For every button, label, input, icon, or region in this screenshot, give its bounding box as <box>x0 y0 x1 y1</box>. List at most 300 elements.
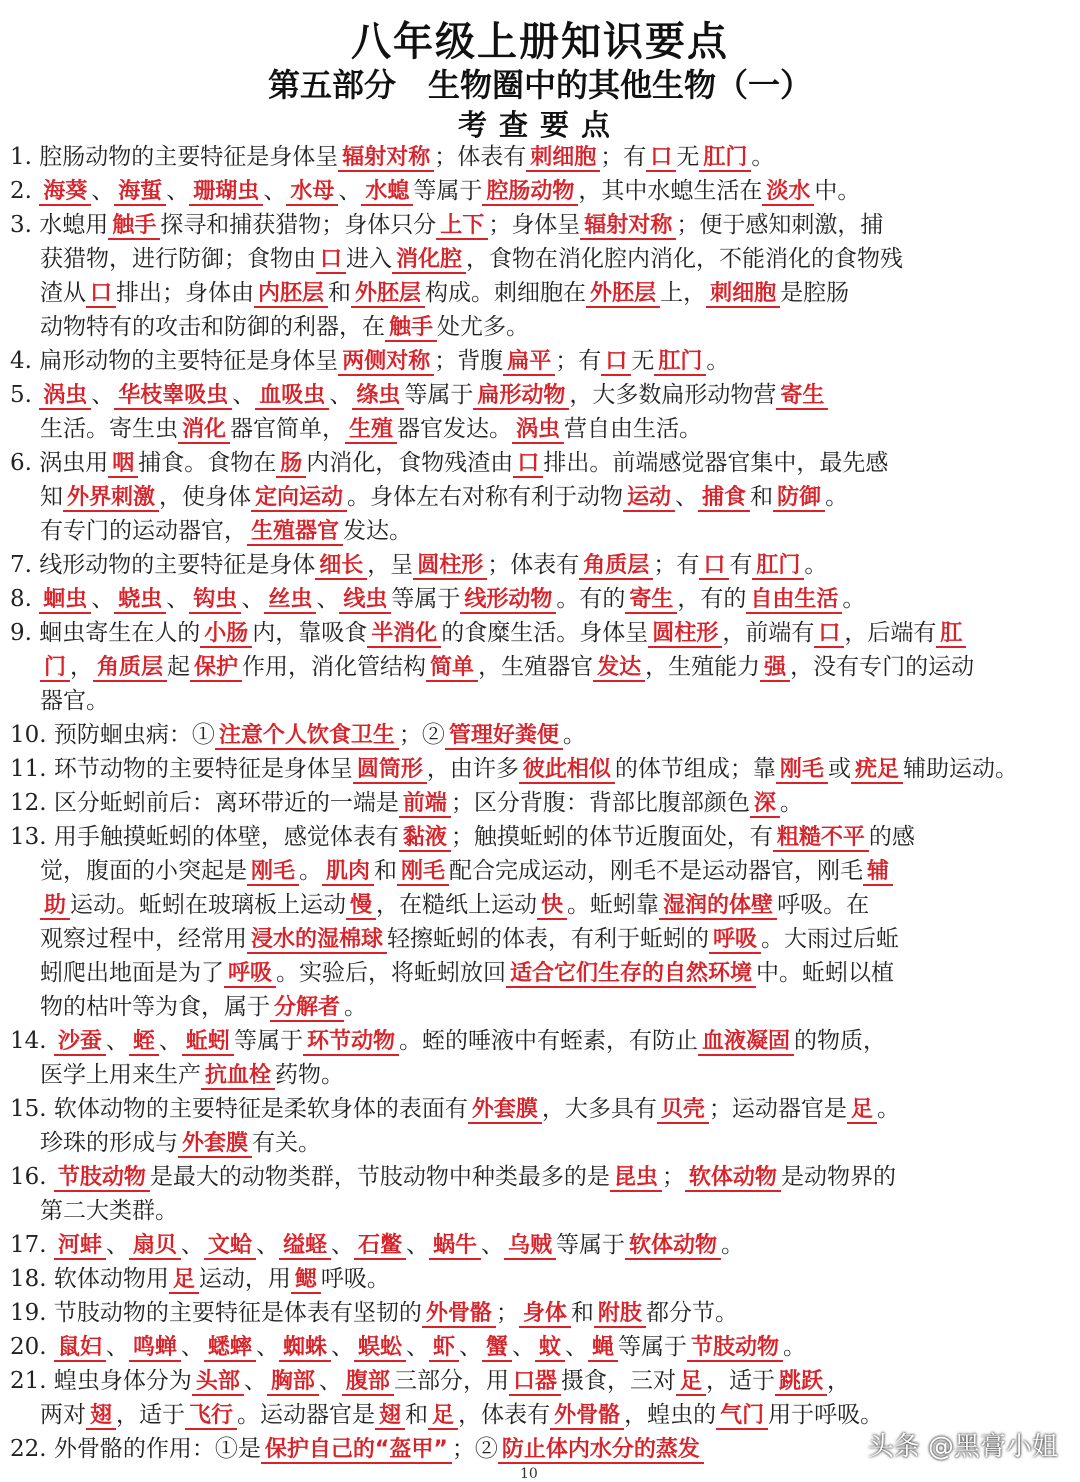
answer-blank: 内胚层 <box>254 281 328 308</box>
item-text: 10. 预防蛔虫病：① <box>10 722 215 748</box>
item-text: 等属于 <box>404 382 474 408</box>
item-text: 等属于 <box>233 1028 303 1054</box>
answer-blank: 口 <box>316 247 346 274</box>
item-text: 蚓爬出地面是为了 <box>40 960 224 986</box>
answer-blank: 防御 <box>773 485 825 512</box>
item-text: 配合完成运动，刚毛不是运动器官，刚毛 <box>449 858 864 884</box>
item-continuation-line <box>10 650 1070 684</box>
answer-blank: 深 <box>750 791 780 818</box>
item-text: 、 <box>329 382 353 408</box>
item-text: 。蚯蚓靠 <box>567 892 660 918</box>
answer-blank: 简单 <box>426 655 478 682</box>
answer-blank: 分解者 <box>270 995 344 1022</box>
answer-blank: 快 <box>537 893 567 920</box>
item-continuation-line <box>10 854 1070 888</box>
item-text: 等属于 <box>413 178 483 204</box>
item-line <box>10 718 1070 752</box>
item-text: 7. 线形动物的主要特征是身体 <box>10 552 316 578</box>
answer-blank: 浸水的湿棉球 <box>247 927 387 954</box>
item-continuation-line <box>10 412 1070 446</box>
item-text: 和 <box>405 1402 429 1428</box>
answer-blank: 蛔虫 <box>39 587 91 614</box>
item-text: 医学上用来生产 <box>40 1062 201 1088</box>
answer-blank: 翅 <box>86 1403 116 1430</box>
item-text: 或 <box>827 756 851 782</box>
answer-blank: 口 <box>646 145 676 172</box>
item-text: 内消化，食物残渣由 <box>306 450 514 476</box>
item-text: 18. 软体动物用 <box>10 1266 169 1292</box>
item-text: 20. <box>10 1334 54 1360</box>
answer-blank: 寄生 <box>776 383 828 410</box>
item-text: ；有 <box>653 552 700 578</box>
item-text: 、 <box>255 1232 279 1258</box>
item-continuation-line <box>10 310 1070 344</box>
item-text: 22. 外骨骼的作用：①是 <box>10 1436 261 1462</box>
item-text: ，蝗虫的 <box>624 1402 717 1428</box>
answer-blank: 鸣蝉 <box>129 1335 181 1362</box>
answer-blank: 贝壳 <box>657 1097 709 1124</box>
answer-blank: 华枝睾吸虫 <box>114 383 232 410</box>
answer-blank: 外胚层 <box>586 281 660 308</box>
answer-blank: 外胚层 <box>351 281 425 308</box>
answer-blank: 石鳖 <box>354 1233 406 1260</box>
item-text: ，大多具有 <box>541 1096 657 1122</box>
answer-blank: 腔肠动物 <box>482 179 578 206</box>
item-line <box>10 820 1070 854</box>
item-text: 。 <box>779 790 803 816</box>
item-text: ，生殖器官 <box>478 654 594 680</box>
answer-blank: 前端 <box>399 791 451 818</box>
item-continuation-line <box>10 480 1070 514</box>
answer-blank: 外骨骼 <box>550 1403 624 1430</box>
answer-blank: 运动 <box>623 485 675 512</box>
answer-blank: 蛭 <box>129 1029 159 1056</box>
item-text: ，呈 <box>367 552 414 578</box>
item-text: ；有 <box>600 144 647 170</box>
answer-blank: 肛 <box>936 621 966 648</box>
item-text: 处尤多。 <box>437 314 530 340</box>
item-line <box>10 616 1070 650</box>
answer-blank: 抗血栓 <box>201 1063 275 1090</box>
item-continuation-line <box>10 990 1070 1024</box>
item-text: 、 <box>166 178 190 204</box>
item-text: 渣从 <box>40 280 86 306</box>
item-text: ，体表有 <box>458 1402 551 1428</box>
item-continuation-line <box>10 276 1070 310</box>
answer-blank: 河蚌 <box>54 1233 106 1260</box>
answer-blank: 寄生 <box>625 587 677 614</box>
item-text: 探寻和捕获猎物；身体只分 <box>160 212 437 238</box>
item-line <box>10 446 1070 480</box>
answer-blank: 文蛤 <box>204 1233 256 1260</box>
answer-blank: 适合它们生存的自然环境 <box>506 961 756 988</box>
answer-blank: 刚毛 <box>776 757 828 784</box>
item-text: 15. 软体动物的主要特征是柔软身体的表面有 <box>10 1096 468 1122</box>
answer-blank: 口 <box>699 553 729 580</box>
answer-blank: 黏液 <box>399 825 451 852</box>
item-line <box>10 1262 1070 1296</box>
answer-blank: 消化 <box>178 417 230 444</box>
answer-blank: 角质层 <box>579 553 653 580</box>
answer-blank: 跳跃 <box>775 1369 827 1396</box>
item-text: ，大多数扁形动物营 <box>569 382 777 408</box>
answer-blank: 身体 <box>519 1301 571 1328</box>
item-line <box>10 752 1070 786</box>
item-text: 19. 节肢动物的主要特征是体表有坚韧的 <box>10 1300 422 1326</box>
item-text: 生活。寄生虫 <box>40 416 178 442</box>
item-text: ；体表有 <box>487 552 580 578</box>
item-text: 、 <box>105 1028 129 1054</box>
item-text: 中。蚯蚓以植 <box>756 960 895 986</box>
answer-blank: 节肢动物 <box>687 1335 783 1362</box>
watermark: 头条 @黑膏小姐 <box>867 1432 1058 1462</box>
item-text: 6. 涡虫用 <box>10 450 109 476</box>
item-text: 营自由生活。 <box>564 416 703 442</box>
answer-blank: 小肠 <box>200 621 252 648</box>
item-text: 珍珠的形成与 <box>40 1130 178 1156</box>
item-text: 、 <box>675 484 699 510</box>
answer-blank: 蚊 <box>535 1335 565 1362</box>
item-text: 运动。蚯蚓在玻璃板上运动 <box>70 892 347 918</box>
answer-blank: 辅 <box>863 859 893 886</box>
item-text: 呼吸。 <box>320 1266 390 1292</box>
item-text: 。 <box>876 1096 900 1122</box>
answer-blank: 刚毛 <box>247 859 299 886</box>
answer-blank: 口器 <box>509 1369 561 1396</box>
item-continuation-line <box>10 956 1070 990</box>
item-text: 起 <box>167 654 191 680</box>
answer-blank: 口 <box>86 281 116 308</box>
item-text: 。 <box>783 1334 807 1360</box>
item-continuation-line <box>10 1194 1070 1228</box>
item-text: ；运动器官是 <box>708 1096 847 1122</box>
answer-blank: 消化腔 <box>392 247 466 274</box>
answer-blank: 口 <box>513 451 543 478</box>
item-line <box>10 140 1070 174</box>
answer-blank: 血液凝固 <box>698 1029 794 1056</box>
answer-blank: 鼠妇 <box>54 1335 106 1362</box>
answer-blank: 咽 <box>108 451 138 478</box>
item-text: 4. 扁形动物的主要特征是身体呈 <box>10 348 339 374</box>
answer-blank: 呼吸 <box>224 961 276 988</box>
answer-blank: 足 <box>676 1369 706 1396</box>
answer-blank: 圆柱形 <box>413 553 487 580</box>
item-text: 两对 <box>40 1402 86 1428</box>
item-text: 12. 区分蚯蚓前后：离环带近的一端是 <box>10 790 399 816</box>
item-text: 3. 水螅用 <box>10 212 109 238</box>
item-text: 和 <box>570 1300 594 1326</box>
item-text: 、 <box>405 1232 429 1258</box>
answer-blank: 强 <box>760 655 790 682</box>
item-continuation-line <box>10 888 1070 922</box>
answer-blank: 涡虫 <box>39 383 91 410</box>
answer-blank: 圆柱形 <box>648 621 722 648</box>
answer-blank: 扇贝 <box>129 1233 181 1260</box>
answer-blank: 线虫 <box>339 587 391 614</box>
item-text: 、 <box>405 1334 429 1360</box>
answer-blank: 节肢动物 <box>54 1165 150 1192</box>
item-text: 、 <box>91 382 115 408</box>
item-text: 、 <box>255 1334 279 1360</box>
item-text: 捕食。食物在 <box>138 450 277 476</box>
item-line <box>10 548 1070 582</box>
item-text: ，生殖能力 <box>645 654 761 680</box>
answer-blank: 足 <box>428 1403 458 1430</box>
answer-blank: 彼此相似 <box>519 757 615 784</box>
item-text: 16. <box>10 1164 54 1190</box>
item-text: ； <box>495 1300 519 1326</box>
answer-blank: 蜘蛛 <box>279 1335 331 1362</box>
item-text: 、 <box>180 1232 204 1258</box>
item-text: 是腔肠 <box>780 280 850 306</box>
item-text: 、 <box>180 1334 204 1360</box>
answer-blank: 外界刺激 <box>63 485 159 512</box>
item-line <box>10 208 1070 242</box>
answer-blank: 助 <box>40 893 70 920</box>
item-continuation-line <box>10 514 1070 548</box>
answer-blank: 自由生活 <box>746 587 842 614</box>
item-text: 。 <box>562 722 586 748</box>
item-text: 21. 蝗虫身体分为 <box>10 1368 192 1394</box>
item-text: 、 <box>105 1232 129 1258</box>
item-text: 觉，腹面的小突起是 <box>40 858 247 884</box>
item-text: 14. <box>10 1028 54 1054</box>
answer-blank: 海葵 <box>39 179 91 206</box>
item-text: 的食糜生活。身体呈 <box>441 620 649 646</box>
item-text: 第二大类群。 <box>40 1198 178 1224</box>
item-text: 、 <box>158 1028 182 1054</box>
item-text: ；体表有 <box>434 144 527 170</box>
knowledge-points-list <box>10 140 1070 1466</box>
answer-blank: 蜈蚣 <box>354 1335 406 1362</box>
item-text: ；背腹 <box>434 348 504 374</box>
item-line <box>10 1228 1070 1262</box>
item-text: ；身体呈 <box>488 212 581 238</box>
answer-blank: 上下 <box>436 213 488 240</box>
answer-blank: 外套膜 <box>178 1131 252 1158</box>
answer-blank: 细长 <box>315 553 367 580</box>
answer-blank: 湿润的体壁 <box>659 893 777 920</box>
item-text: 。 <box>804 552 828 578</box>
item-line <box>10 582 1070 616</box>
item-text: ，食物在消化腔内消化，不能消化的食物残 <box>466 246 904 272</box>
item-text: ， <box>70 654 94 680</box>
page-title: 八年级上册知识要点 <box>351 19 729 65</box>
item-text: 。大雨过后蚯 <box>761 926 900 952</box>
item-text: 、 <box>330 1232 354 1258</box>
item-text: 、 <box>243 1368 267 1394</box>
answer-blank: 口 <box>601 349 631 376</box>
item-text: 摄食，三对 <box>560 1368 676 1394</box>
answer-blank: 粗糙不平 <box>773 825 869 852</box>
item-text: ；② <box>398 722 445 748</box>
item-text: 等属于 <box>618 1334 688 1360</box>
answer-blank: 捕食 <box>698 485 750 512</box>
item-text: 进入 <box>346 246 393 272</box>
item-text: ；便于感知刺激，捕 <box>676 212 884 238</box>
item-text: 。蛭的唾液中有蛭素，有防止 <box>398 1028 698 1054</box>
item-text: 运动，用 <box>198 1266 291 1292</box>
item-text: 1. 腔肠动物的主要特征是身体呈 <box>10 144 339 170</box>
item-text: ，适于 <box>116 1402 186 1428</box>
item-text: 动物特有的攻击和防御的利器，在 <box>40 314 385 340</box>
item-text: ，由许多 <box>426 756 519 782</box>
answer-blank: 丝虫 <box>264 587 316 614</box>
item-text: 。身体左右对称有利于动物 <box>347 484 624 510</box>
answer-blank: 珊瑚虫 <box>189 179 263 206</box>
answer-blank: 线形动物 <box>460 587 556 614</box>
answer-blank: 胸部 <box>267 1369 319 1396</box>
answer-blank: 软体动物 <box>685 1165 781 1192</box>
item-text: 观察过程中，经常用 <box>40 926 247 952</box>
answer-blank: 蛲虫 <box>114 587 166 614</box>
item-text: 三部分，用 <box>393 1368 509 1394</box>
item-text: 是动物界的 <box>780 1164 896 1190</box>
item-text: 有专门的运动器官， <box>40 518 247 544</box>
item-text: 发达。 <box>343 518 413 544</box>
answer-blank: 肛门 <box>654 349 706 376</box>
answer-blank: 定向运动 <box>251 485 347 512</box>
item-text: 内，靠吸食 <box>252 620 368 646</box>
answer-blank: 水螅 <box>361 179 413 206</box>
answer-blank: 肠 <box>276 451 306 478</box>
item-text: 知 <box>40 484 63 510</box>
item-continuation-line <box>10 922 1070 956</box>
answer-blank: 注意个人饮食卫生 <box>215 723 399 750</box>
answer-blank: 淡水 <box>762 179 814 206</box>
item-text: 药物。 <box>275 1062 345 1088</box>
item-text: 。 <box>299 858 323 884</box>
item-text: 、 <box>316 586 340 612</box>
item-text: 、 <box>166 586 190 612</box>
item-text: 。 <box>842 586 866 612</box>
item-text: 作用，消化管结构 <box>242 654 427 680</box>
item-line <box>10 1330 1070 1364</box>
item-text: ， <box>826 1368 850 1394</box>
item-text: 。 <box>721 1232 745 1258</box>
item-continuation-line <box>10 1126 1070 1160</box>
item-text: 无 <box>631 348 655 374</box>
answer-blank: 飞行 <box>185 1403 237 1430</box>
item-line <box>10 1296 1070 1330</box>
item-text: ，有的 <box>677 586 747 612</box>
answer-blank: 虾 <box>429 1335 459 1362</box>
answer-blank: 辐射对称 <box>338 145 434 172</box>
answer-blank: 海蜇 <box>114 179 166 206</box>
item-text: 、 <box>338 178 362 204</box>
item-text: 、 <box>232 382 256 408</box>
item-text: 5. <box>10 382 40 408</box>
item-text: 构成。刺细胞在 <box>425 280 587 306</box>
item-line <box>10 1364 1070 1398</box>
answer-blank: 足 <box>169 1267 199 1294</box>
item-text: 和 <box>750 484 774 510</box>
item-text: 获猎物，进行防御；食物由 <box>40 246 316 272</box>
item-text: ；触摸蚯蚓的体节近腹面处，有 <box>450 824 773 850</box>
answer-blank: 扁平 <box>503 349 555 376</box>
item-text: 轻擦蚯蚓的体表，有利于蚯蚓的 <box>387 926 710 952</box>
answer-blank: 呼吸 <box>709 927 761 954</box>
answer-blank: 管理好粪便 <box>445 723 563 750</box>
item-text: 等属于 <box>556 1232 625 1258</box>
answer-blank: 附肢 <box>594 1301 646 1328</box>
answer-blank: 保护自己的“盔甲” <box>261 1437 452 1464</box>
item-text: 有关。 <box>252 1130 322 1156</box>
item-line <box>10 1160 1070 1194</box>
answer-blank: 缢蛏 <box>279 1233 331 1260</box>
item-text: 等属于 <box>391 586 461 612</box>
item-text: ，使身体 <box>159 484 252 510</box>
item-text: 排出；身体由 <box>116 280 255 306</box>
item-text: 中。 <box>814 178 861 204</box>
answer-blank: 扁形动物 <box>473 383 569 410</box>
item-text: 无 <box>676 144 700 170</box>
item-continuation-line <box>10 684 1070 718</box>
item-text: 。运动器官是 <box>237 1402 376 1428</box>
answer-blank: 蜗牛 <box>429 1233 481 1260</box>
answer-blank: 外骨骼 <box>422 1301 496 1328</box>
item-text: 器官。 <box>40 688 109 714</box>
answer-blank: 口 <box>814 621 844 648</box>
item-text: ，前端有 <box>722 620 815 646</box>
answer-blank: 蚯蚓 <box>182 1029 234 1056</box>
answer-blank: 翅 <box>375 1403 405 1430</box>
item-text: 17. <box>10 1232 54 1258</box>
item-text: 器官简单， <box>230 416 346 442</box>
answer-blank: 涡虫 <box>512 417 564 444</box>
item-text: 8. <box>10 586 40 612</box>
item-continuation-line <box>10 242 1070 276</box>
item-text: 11. 环节动物的主要特征是身体呈 <box>10 756 353 782</box>
answer-blank: 防止体内水分的蒸发 <box>498 1437 704 1464</box>
item-line <box>10 344 1070 378</box>
item-text: 的物质， <box>793 1028 886 1054</box>
answer-blank: 外套膜 <box>468 1097 542 1124</box>
item-text: 13. 用手触摸蚯蚓的体壁，感觉体表有 <box>10 824 399 850</box>
item-text: 、 <box>91 178 115 204</box>
item-text: 。 <box>706 348 730 374</box>
item-text: ，在糙纸上运动 <box>376 892 538 918</box>
answer-blank: 生殖器官 <box>247 519 343 546</box>
answer-blank: 软体动物 <box>625 1233 721 1260</box>
item-line <box>10 786 1070 820</box>
item-line <box>10 174 1070 208</box>
item-text: ，其中水螅生活在 <box>578 178 763 204</box>
item-text: 9. 蛔虫寄生在人的 <box>10 620 201 646</box>
answer-blank: 钩虫 <box>189 587 241 614</box>
answer-blank: 门 <box>40 655 70 682</box>
item-text: 、 <box>91 586 115 612</box>
item-text: 排出。前端感觉器官集中，最先感 <box>543 450 889 476</box>
answer-blank: 角质层 <box>93 655 167 682</box>
item-text: ； <box>661 1164 685 1190</box>
page-number: 10 <box>520 1466 538 1482</box>
answer-blank: 肛门 <box>752 553 804 580</box>
item-text: 都分节。 <box>645 1300 738 1326</box>
answer-blank: 绦虫 <box>352 383 404 410</box>
item-text: 辅助运动。 <box>902 756 1018 782</box>
answer-blank: 两侧对称 <box>338 349 434 376</box>
answer-blank: 保护 <box>190 655 242 682</box>
item-text: 2. <box>10 178 40 204</box>
item-line <box>10 378 1070 412</box>
answer-blank: 蟹 <box>482 1335 512 1362</box>
item-text: 、 <box>512 1334 535 1360</box>
answer-blank: 发达 <box>593 655 645 682</box>
answer-blank: 刺细胞 <box>526 145 600 172</box>
answer-blank: 触手 <box>108 213 160 240</box>
item-text: ，后端有 <box>844 620 937 646</box>
